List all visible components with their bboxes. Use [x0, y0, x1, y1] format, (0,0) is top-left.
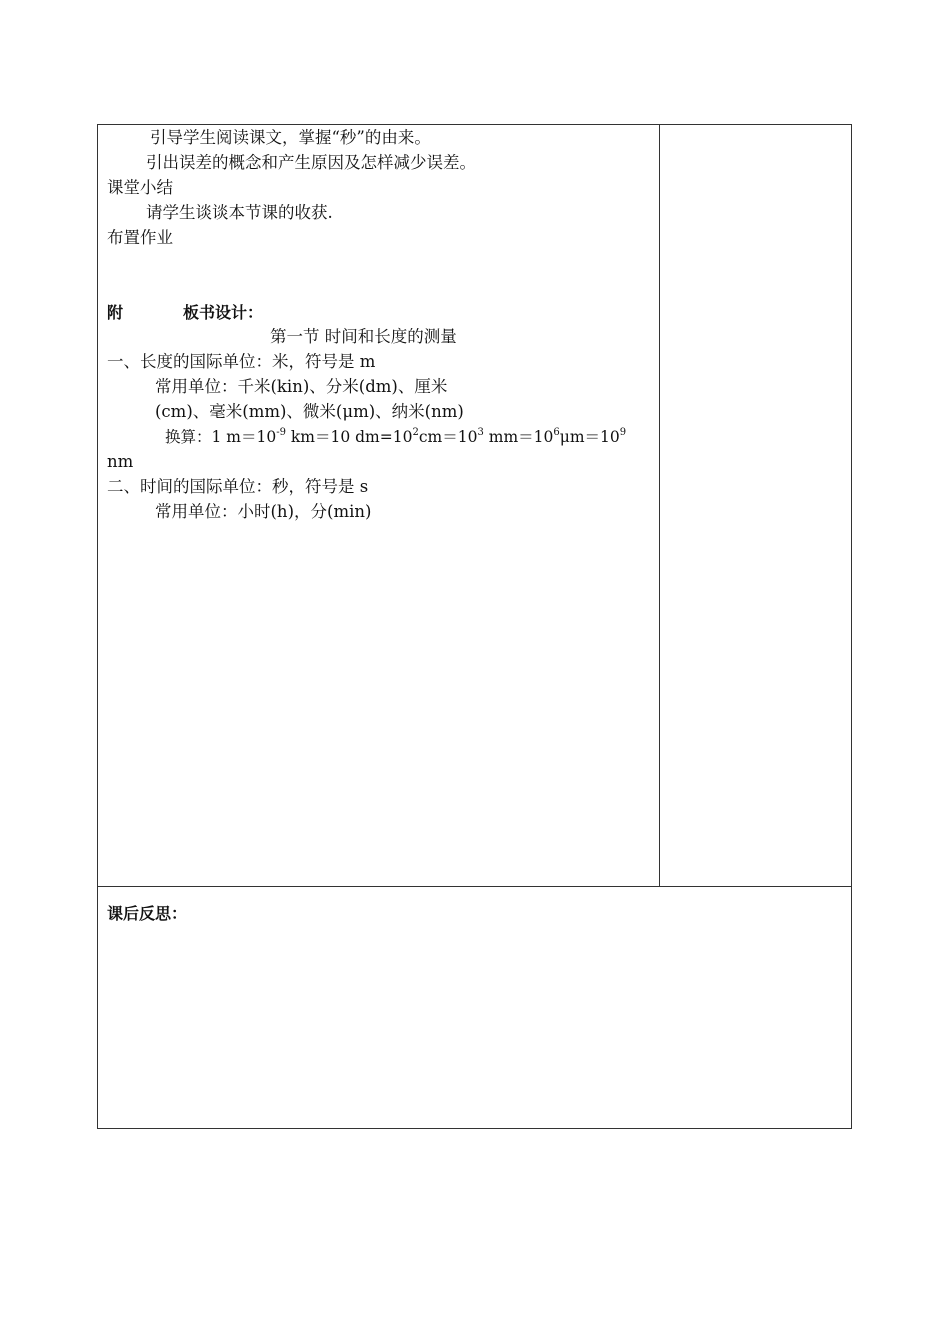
conversion-part-4: mm＝10 [483, 428, 554, 446]
appendix-label: 附 [107, 303, 124, 322]
length-common-units-2: (cm)、毫米(mm)、微米(μm)、纳米(nm) [155, 402, 464, 421]
conversion-part-5: μm＝10 [559, 428, 620, 446]
time-common-units: 常用单位：小时(h)，分(min) [155, 502, 372, 521]
conversion-exp-5: 9 [619, 426, 627, 438]
conversion-prefix: 换算：1 m＝10 [165, 428, 277, 446]
column-divider [659, 125, 660, 886]
homework-heading: 布置作业 [107, 228, 173, 247]
guide-reading-text: 引导学生阅读课文，掌握“秒”的由来。 [150, 128, 431, 147]
length-common-units-1: 常用单位：千米(kin)、分米(dm)、厘米 [155, 377, 448, 396]
conversion-part-3: cm＝10 [418, 428, 478, 446]
time-si-unit: 二、时间的国际单位：秒，符号是 s [107, 477, 369, 496]
length-si-unit: 一、长度的国际单位：米，符号是 m [107, 352, 376, 371]
conversion-exp-3: 3 [477, 426, 484, 438]
unit-conversion [165, 427, 626, 447]
lesson-plan-table [97, 124, 852, 1129]
error-concept-text: 引出误差的概念和产生原因及怎样减少误差。 [146, 153, 476, 172]
board-title: 第一节 时间和长度的测量 [270, 327, 457, 346]
conversion-wrap: nm [107, 452, 134, 471]
conversion-exp-4: 6 [553, 426, 560, 438]
reflection-label: 课后反思： [107, 904, 188, 923]
summary-heading: 课堂小结 [107, 178, 173, 197]
board-design-label: 板书设计： [183, 303, 264, 322]
conversion-exp-2: 2 [412, 426, 419, 438]
summary-text: 请学生谈谈本节课的收获. [146, 203, 333, 222]
conversion-part-2: km＝10 dm=10 [285, 428, 413, 446]
conversion-exp-1: -9 [276, 426, 286, 438]
row-divider [98, 886, 851, 887]
